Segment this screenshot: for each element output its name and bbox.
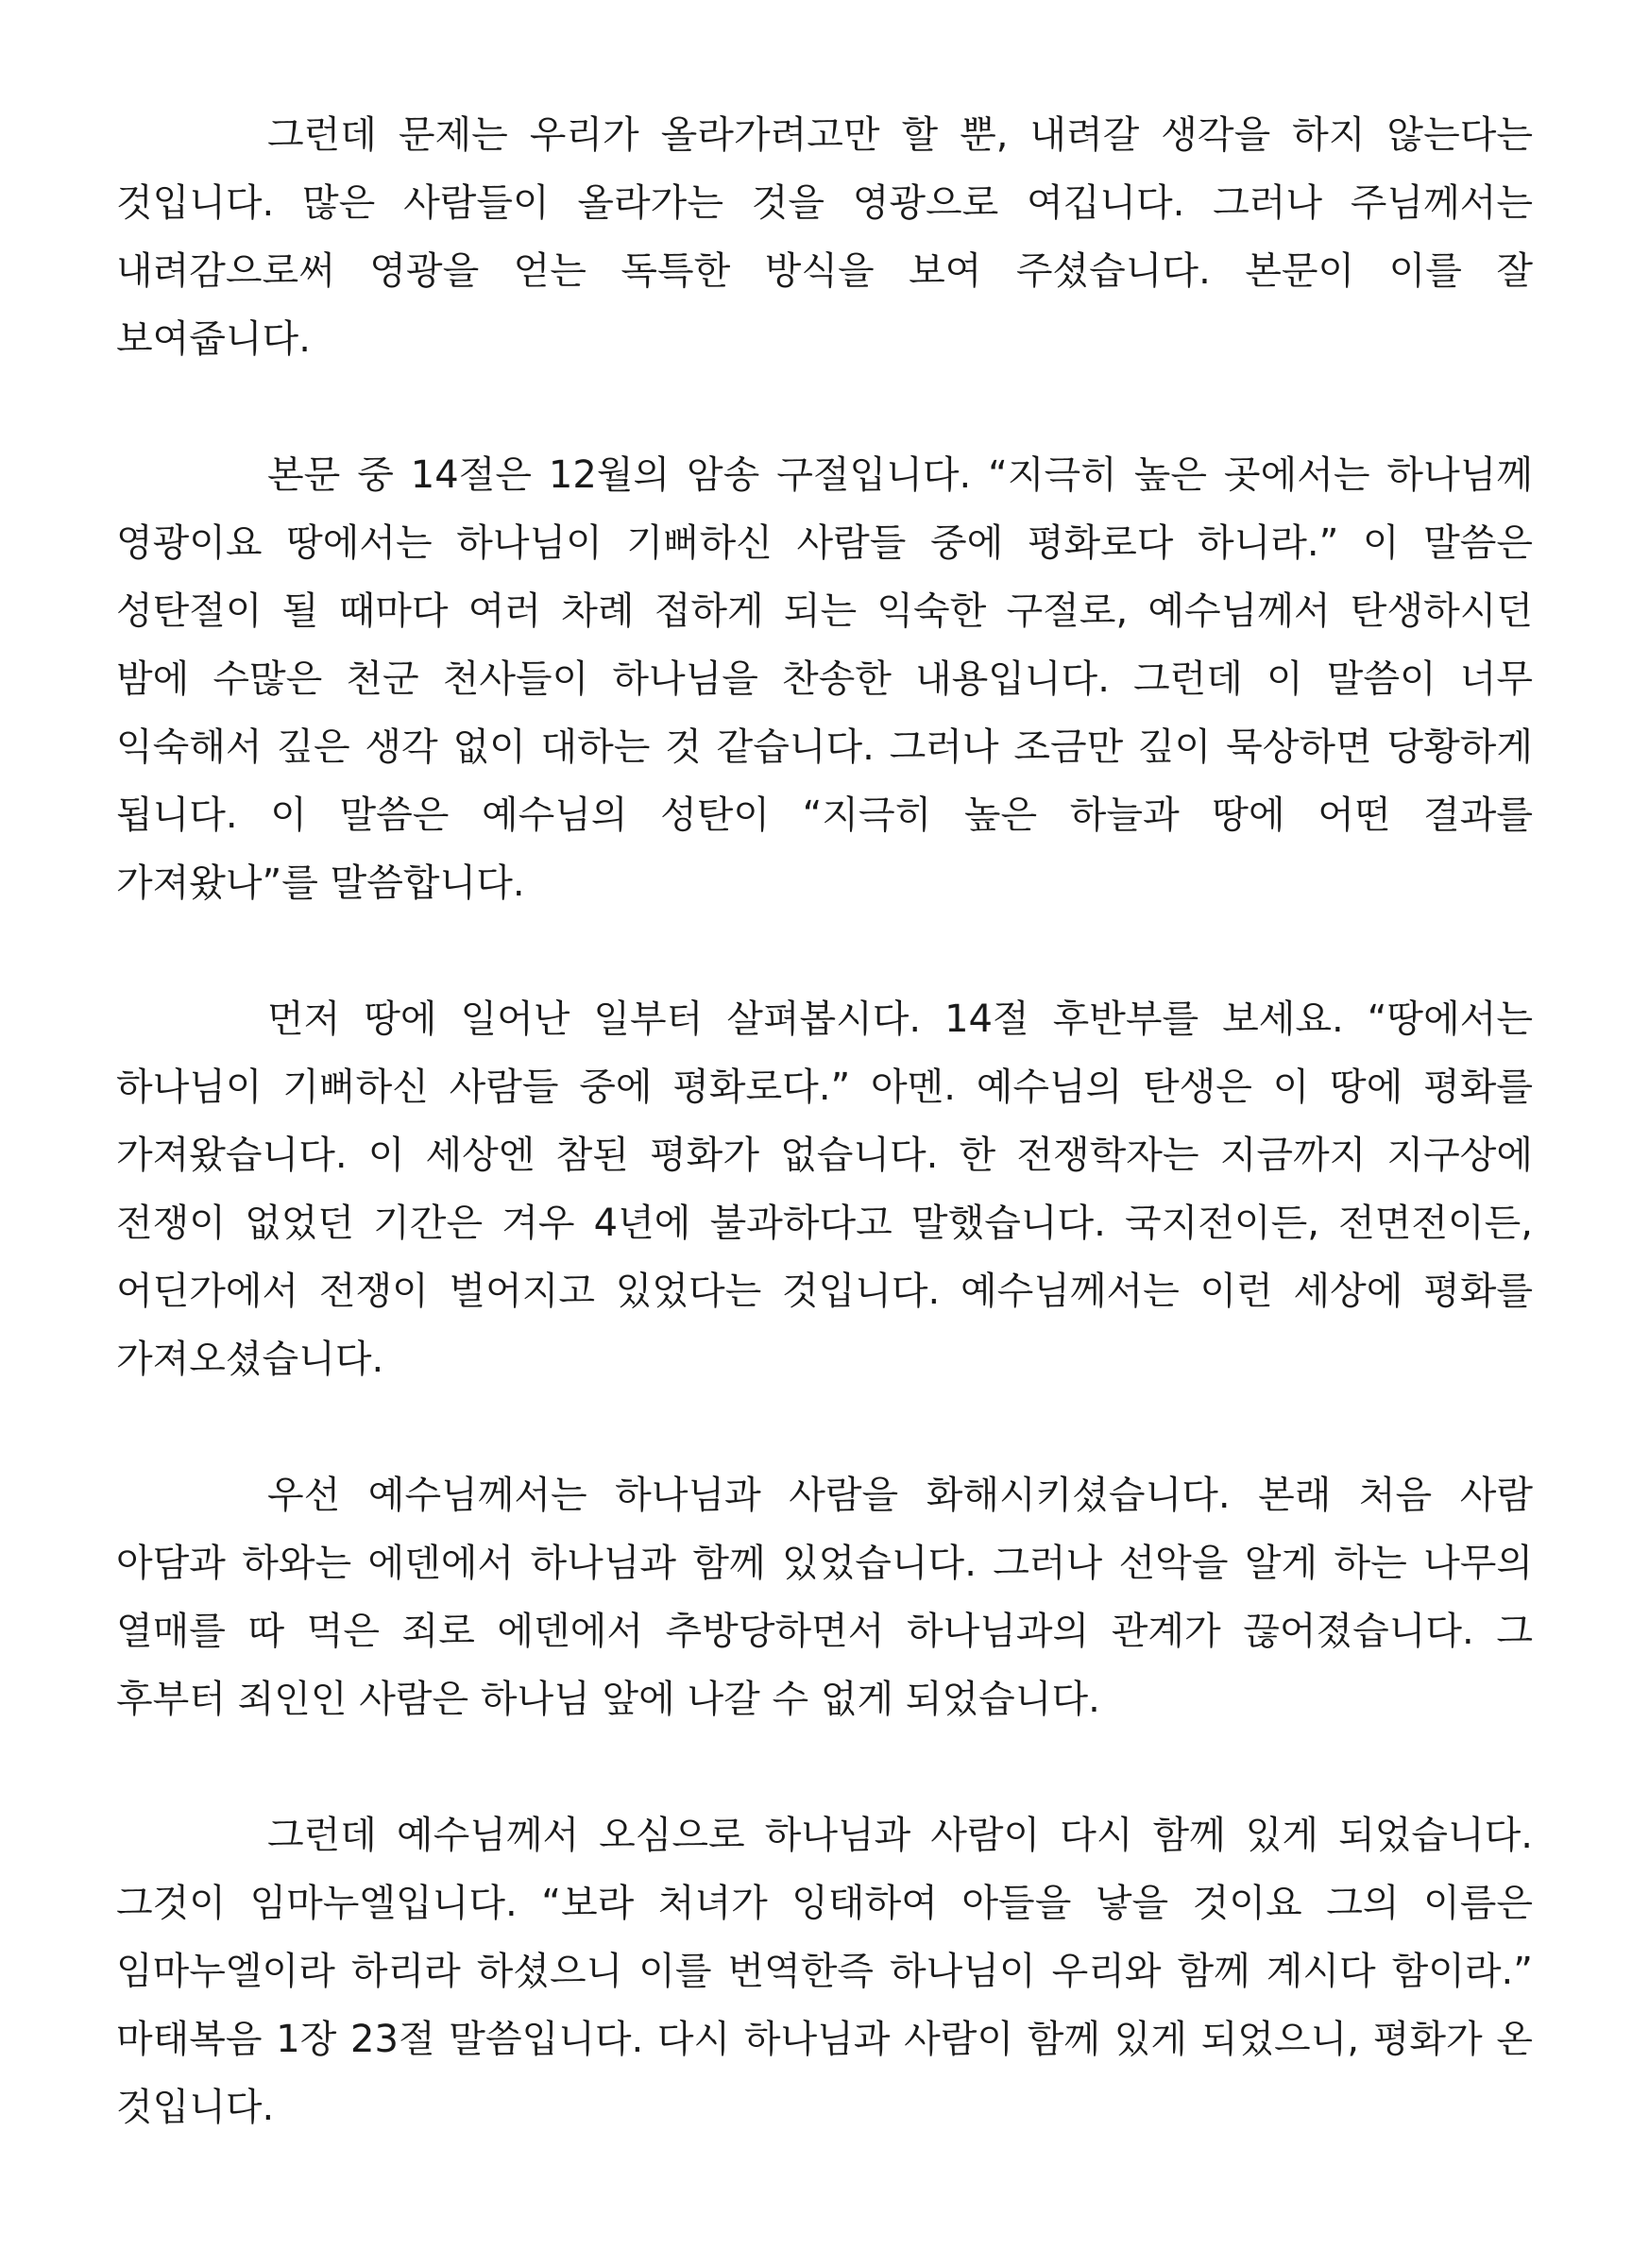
paragraph-1: 그런데 문제는 우리가 올라가려고만 할 뿐, 내려갈 생각을 하지 않는다는 것입니다. 많은 사람들이 올라가는 것을 영광으로 여깁니다. 그러나 주님께서는 내려감으로써 영광을 얻는 독특한 방식을 보여 주셨습니다. 본문이 이를 잘 보여줍니다. (116, 113, 1533, 361)
document-body (116, 101, 1533, 2209)
paragraph-3: 먼저 땅에 일어난 일부터 살펴봅시다. 14절 후반부를 보세요. “땅에서는 하나님이 기뻐하신 사람들 중에 평화로다.” 아멘. 예수님의 탄생은 이 땅에 평화를 가져왔습니다. 이 세상엔 참된 평화가 없습니다. 한 전쟁학자는 지금까지 지구상에 전쟁이 없었던 기간은 겨우 4년에 불과하다고 말했습니다. 국지전이든, 전면전이든, 어딘가에서 전쟁이 벌어지고 있었다는 것입니다. 예수님께서는 이런 세상에 평화를 가져오셨습니다. (116, 998, 1533, 1381)
paragraph-5: 그런데 예수님께서 오심으로 하나님과 사람이 다시 함께 있게 되었습니다. 그것이 임마누엘입니다. “보라 처녀가 잉태하여 아들을 낳을 것이요 그의 이름은 임마누엘이라 하리라 하셨으니 이를 번역한즉 하나님이 우리와 함께 계시다 함이라.” 마태복음 1장 23절 말씀입니다. 다시 하나님과 사람이 함께 있게 되었으니, 평화가 온 것입니다. (116, 1814, 1533, 2129)
paragraph-4: 우선 예수님께서는 하나님과 사람을 화해시키셨습니다. 본래 처음 사람 아담과 하와는 에덴에서 하나님과 함께 있었습니다. 그러나 선악을 알게 하는 나무의 열매를 따 먹은 죄로 에덴에서 추방당하면서 하나님과의 관계가 끊어졌습니다. 그 후부터 죄인인 사람은 하나님 앞에 나갈 수 없게 되었습니다. (116, 1474, 1533, 1721)
paragraph-2: 본문 중 14절은 12월의 암송 구절입니다. “지극히 높은 곳에서는 하나님께 영광이요 땅에서는 하나님이 기뻐하신 사람들 중에 평화로다 하니라.” 이 말씀은 성탄절이 될 때마다 여러 차례 접하게 되는 익숙한 구절로, 예수님께서 탄생하시던 밤에 수많은 천군 천사들이 하나님을 찬송한 내용입니다. 그런데 이 말씀이 너무 익숙해서 깊은 생각 없이 대하는 것 같습니다. 그러나 조금만 깊이 묵상하면 당황하게 됩니다. 이 말씀은 예수님의 성탄이 “지극히 높은 하늘과 땅에 어떤 결과를 가져왔나”를 말씀합니다. (116, 453, 1533, 905)
